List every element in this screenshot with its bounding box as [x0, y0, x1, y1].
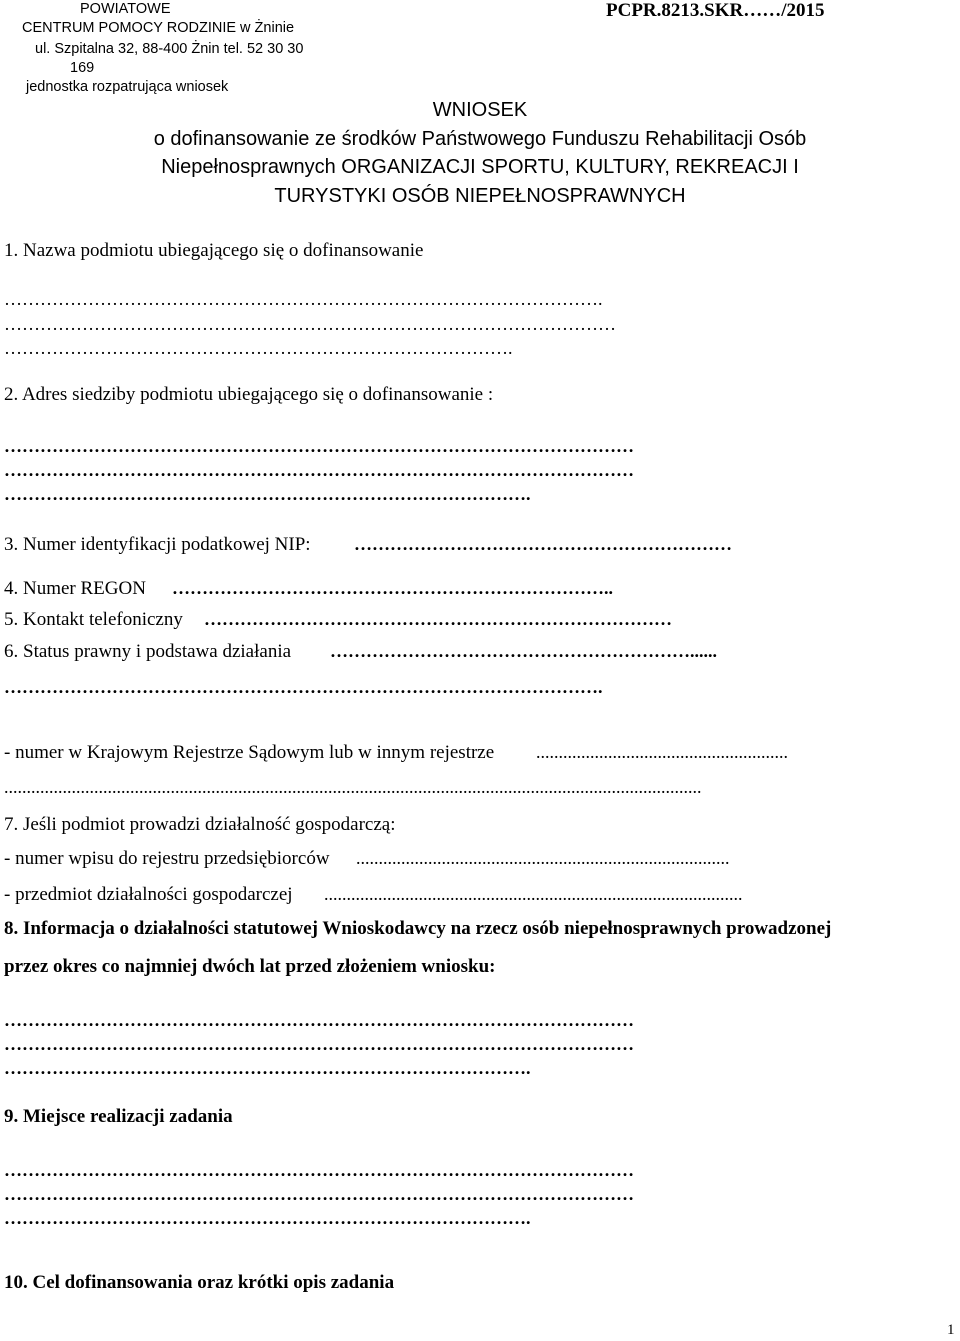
field-9-line-2[interactable]: ……………………………………………………………………………………………	[4, 1184, 634, 1204]
field-1-line-1[interactable]: ……………………………………………………………………………………….	[4, 289, 603, 309]
field-7-label: 7. Jeśli podmiot prowadzi działalność gospodarczą:	[4, 814, 396, 835]
phone-input[interactable]: ……………………………………………………………………	[204, 609, 672, 629]
field-9-line-1[interactable]: ……………………………………………………………………………………………	[4, 1160, 634, 1180]
field-9-label: 9. Miejsce realizacji zadania	[4, 1106, 233, 1127]
field-8-label-line2: przez okres co najmniej dwóch lat przed złożeniem wniosku:	[4, 956, 496, 977]
office-caption: jednostka rozpatrująca wniosek	[26, 79, 229, 95]
krs-label: - numer w Krajowym Rejestrze Sądowym lub w innym rejestrze	[4, 742, 495, 763]
field-2-line-3[interactable]: …………………………………………………………………………….	[4, 484, 531, 504]
field-3-label: 3. Numer identyfikacji podatkowej NIP:	[4, 534, 311, 555]
form-subtitle-line1: o dofinansowanie ze środków Państwowego Funduszu Rehabilitacji Osób	[153, 128, 807, 150]
field-5-label: 5. Kontakt telefoniczny	[4, 609, 183, 630]
regon-input[interactable]: ………………………………………………………………..	[172, 578, 613, 598]
field-8-label-line1: 8. Informacja o działalności statutowej Wnioskodawcy na rzecz osób niepełnosprawnych prowadzonej	[4, 918, 832, 939]
field-4-label: 4. Numer REGON	[4, 578, 146, 599]
office-name-line1: POWIATOWE	[80, 1, 171, 17]
field-8-line-3[interactable]: …………………………………………………………………………….	[4, 1058, 531, 1078]
office-address: ul. Szpitalna 32, 88-400 Żnin tel. 52 30 30	[35, 41, 304, 57]
field-6-label: 6. Status prawny i podstawa działania	[4, 641, 292, 662]
business-scope-input[interactable]: .............................................................................................	[324, 884, 743, 904]
page-number: 1	[947, 1322, 955, 1338]
business-register-input[interactable]: ...................................................................................	[356, 848, 730, 868]
office-name-line2: CENTRUM POMOCY RODZINIE w Żninie	[22, 20, 295, 36]
legal-status-input[interactable]: ……………………………………………………......	[330, 641, 717, 661]
field-8-line-1[interactable]: ……………………………………………………………………………………………	[4, 1010, 634, 1030]
nip-input[interactable]: ………………………………………………………	[354, 534, 732, 554]
krs-input[interactable]: ........................................................	[536, 742, 788, 762]
field-2-label: 2. Adres siedziby podmiotu ubiegającego się o dofinansowanie :	[4, 384, 494, 405]
field-1-line-2[interactable]: …………………………………………………………………………………………	[4, 314, 616, 334]
form-title: WNIOSEK	[432, 99, 528, 121]
field-1-line-3[interactable]: ………………………………………………………………………….	[4, 338, 513, 358]
krs-line-2[interactable]: ...........................................................................................................................................................	[4, 777, 702, 797]
business-register-label: - numer wpisu do rejestru przedsiębiorców	[4, 848, 330, 869]
office-phone-suffix: 169	[70, 60, 95, 76]
field-10-label: 10. Cel dofinansowania oraz krótki opis zadania	[4, 1272, 395, 1293]
legal-status-line-2[interactable]: ……………………………………………………………………………………….	[4, 677, 603, 697]
field-9-line-3[interactable]: …………………………………………………………………………….	[4, 1208, 531, 1228]
business-scope-label: - przedmiot działalności gospodarczej	[4, 884, 293, 905]
field-8-line-2[interactable]: ……………………………………………………………………………………………	[4, 1034, 634, 1054]
form-subtitle-line3: TURYSTYKI OSÓB NIEPEŁNOSPRAWNYCH	[274, 185, 686, 207]
field-1-label: 1. Nazwa podmiotu ubiegającego się o dofinansowanie	[4, 240, 424, 261]
field-2-line-1[interactable]: ……………………………………………………………………………………………	[4, 436, 634, 456]
reference-number: PCPR.8213.SKR……/2015	[606, 0, 825, 21]
field-2-line-2[interactable]: ……………………………………………………………………………………………	[4, 460, 634, 480]
form-subtitle-line2: Niepełnosprawnych ORGANIZACJI SPORTU, KULTURY, REKREACJI I	[161, 156, 799, 178]
